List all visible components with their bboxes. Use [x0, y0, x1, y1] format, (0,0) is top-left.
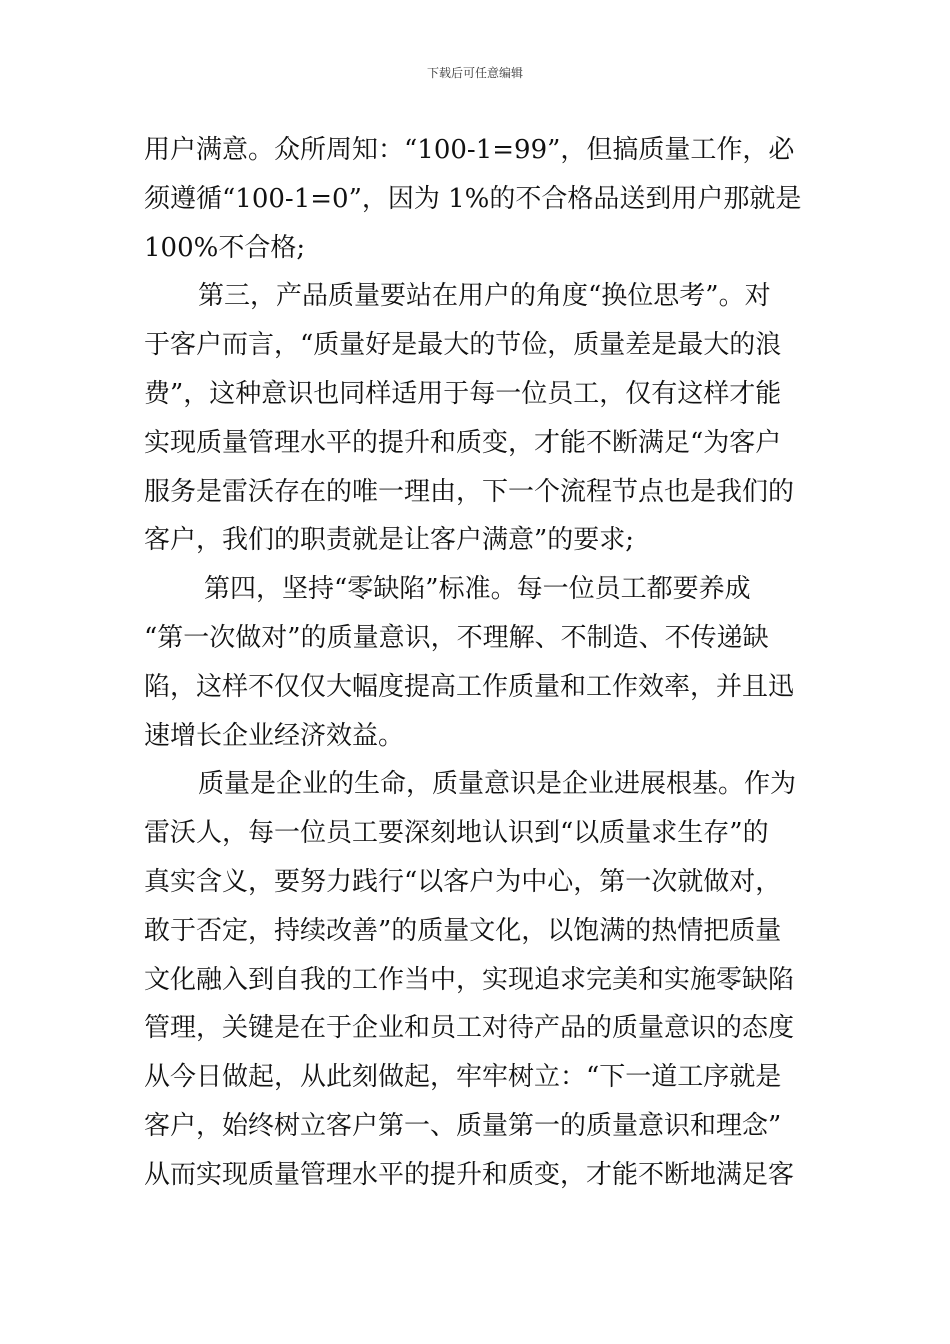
- text-line: 实现质量管理水平的提升和质变，才能不断满足“为客户: [144, 427, 782, 458]
- text-line: 费”，这种意识也同样适用于每一位员工，仅有这样才能: [144, 378, 782, 409]
- text-line: 用户满意。众所周知：“100-1=99”，但搞质量工作，必: [144, 135, 795, 165]
- text-line: 第四，坚持“零缺陷”标准。每一位员工都要养成: [204, 574, 751, 605]
- document-body: [144, 126, 808, 1200]
- text-line: 管理，关键是在于企业和员工对待产品的质量意识的态度: [144, 1013, 795, 1044]
- text-line: 雷沃人，每一位员工要深刻地认识到“以质量求生存”的: [144, 818, 769, 849]
- text-line: 于客户而言，“质量好是最大的节俭，质量差是最大的浪: [144, 330, 782, 361]
- text-line: 从今日做起，从此刻做起，牢牢树立：“下一道工序就是: [144, 1062, 782, 1093]
- text-line: 从而实现质量管理水平的提升和质变，才能不断地满足客: [144, 1159, 795, 1190]
- text-line: 陷，这样不仅仅大幅度提高工作质量和工作效率，并且迅: [144, 671, 795, 702]
- text-line: 质量是企业的生命，质量意识是企业进展根基。作为: [198, 769, 797, 800]
- page-header: 下载后可任意编辑: [426, 66, 523, 80]
- text-line: 100%不合格;: [144, 232, 306, 263]
- text-line: “第一次做对”的质量意识，不理解、不制造、不传递缺: [144, 622, 769, 653]
- text-line: 须遵循“100-1=0”，因为 1%的不合格品送到用户那就是: [144, 183, 802, 214]
- text-line: 第三，产品质量要站在用户的角度“换位思考”。对: [198, 281, 771, 312]
- text-line: 速增长企业经济效益。: [144, 720, 405, 751]
- text-line: 客户，我们的职责就是让客户满意”的要求;: [144, 525, 635, 556]
- text-line: 敢于否定，持续改善”的质量文化，以饱满的热情把质量: [144, 915, 782, 946]
- text-line: 客户，始终树立客户第一、质量第一的质量意识和理念”: [144, 1110, 782, 1141]
- text-line: 文化融入到自我的工作当中，实现追求完美和实施零缺陷: [144, 964, 795, 995]
- text-line: 真实含义，要努力践行“以客户为中心，第一次就做对，: [144, 866, 782, 897]
- text-line: 服务是雷沃存在的唯一理由，下一个流程节点也是我们的: [144, 476, 795, 507]
